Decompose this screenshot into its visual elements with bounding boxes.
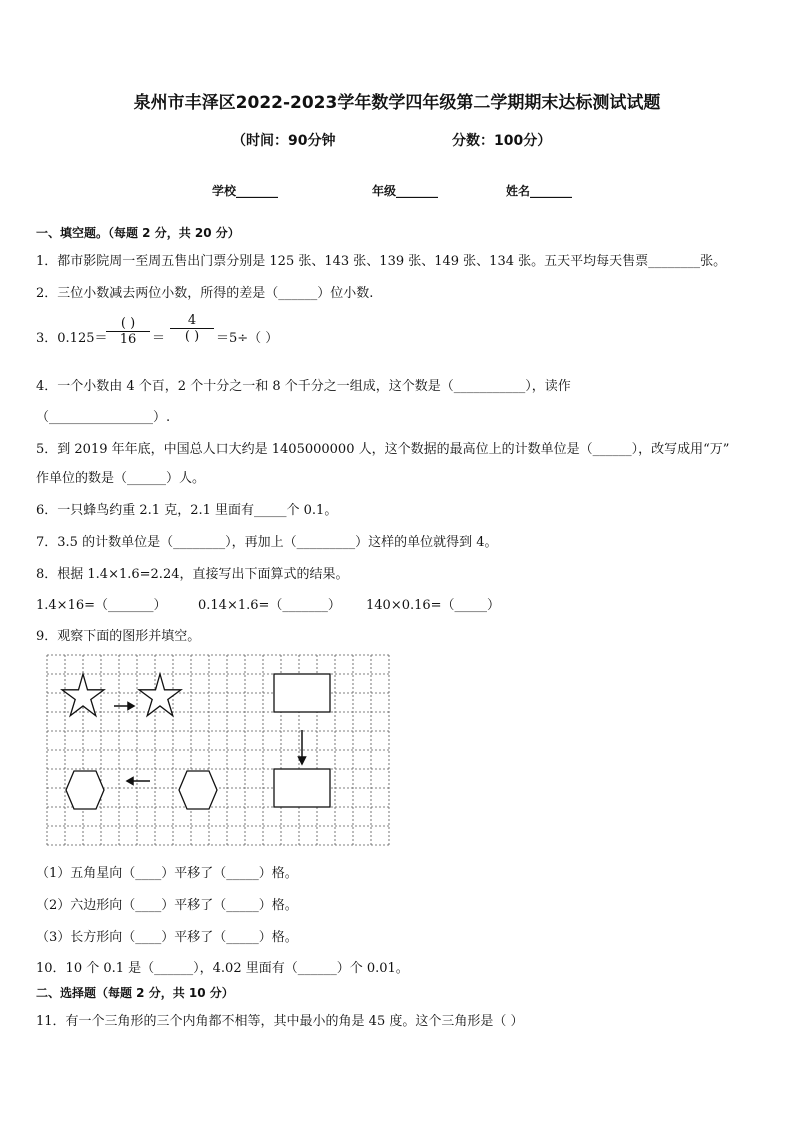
rectangle-original [274,674,330,712]
hexagon-translated [66,771,104,809]
name-field: 姓名_______ [506,184,573,198]
question-10: 10．10 个 0.1 是（______），4.02 里面有（______）个 0.01。 [36,961,409,976]
question-8-b: 0.14×1.6=（_______） [198,598,341,613]
question-4-line-1: 4．一个小数由 4 个百，2 个十分之一和 8 个千分之一组成，这个数是（___________），读作 [36,379,571,394]
question-4-line-2: （________________）. [36,410,171,425]
fraction-2-numerator: 4 [187,313,197,328]
school-field: 学校_______ [212,184,279,198]
exam-time: （时间：90分钟 [232,133,336,149]
question-3-prefix: 3．0.125＝ [36,331,108,346]
grade-field: 年级_______ [372,184,439,198]
question-5-line-2: 作单位的数是（______）人。 [36,471,206,486]
rectangle-translated [274,769,330,807]
translation-grid-figure [46,654,390,850]
question-1: 1．都市影院周一至周五售出门票分别是 125 张、143 张、139 张、149 张、134 张。五天平均每天售票________张。 [36,254,727,269]
arrow-right-icon [114,703,134,710]
arrow-down-icon [299,730,306,764]
question-2: 2．三位小数减去两位小数，所得的差是（______）位小数. [36,286,374,301]
question-8: 8．根据 1.4×1.6=2.24，直接写出下面算式的结果。 [36,567,349,582]
question-6: 6．一只蜂鸟约重 2.1 克，2.1 里面有_____个 0.1。 [36,503,338,518]
star-translated [139,674,181,716]
page-title: 泉州市丰泽区2022-2023学年数学四年级第二学期期末达标测试试题 [133,93,661,113]
fraction-1-numerator: ( ) [120,316,136,331]
fraction-2 [170,313,214,344]
fraction-2-denominator: ( ) [184,329,200,344]
question-7: 7．3.5 的计数单位是（________），再加上（_________）这样的单位就得到 4。 [36,535,498,550]
grid-lines [47,655,389,845]
question-11: 11．有一个三角形的三个内角都不相等，其中最小的角是 45 度。这个三角形是（ ） [36,1014,524,1029]
translation-grid [46,654,390,846]
question-3-suffix: ＝5÷（ ） [216,331,279,346]
fraction-1-denominator: 16 [119,332,137,347]
question-9: 9．观察下面的图形并填空。 [36,629,201,644]
question-5-line-1: 5．到 2019 年年底，中国总人口大约是 1405000000 人，这个数据的最高位上的计数单位是（______），改写成用“万” [36,442,730,457]
question-3-equals: ＝ [152,331,166,346]
hexagon-original [179,771,217,809]
arrow-left-icon [127,778,150,785]
question-9-part-2: （2）六边形向（____）平移了（_____）格。 [36,898,298,913]
star-original [62,674,104,716]
question-9-part-1: （1）五角星向（____）平移了（_____）格。 [36,866,298,881]
section-2-heading: 二、选择题（每题 2 分，共 10 分） [36,986,234,1000]
question-8-a: 1.4×16=（_______） [36,598,167,613]
fraction-1 [106,316,150,347]
section-1-heading: 一、填空题。（每题 2 分，共 20 分） [36,226,240,240]
question-8-c: 140×0.16=（_____） [366,598,501,613]
exam-score: 分数：100分） [452,133,552,149]
question-9-part-3: （3）长方形向（____）平移了（_____）格。 [36,930,298,945]
